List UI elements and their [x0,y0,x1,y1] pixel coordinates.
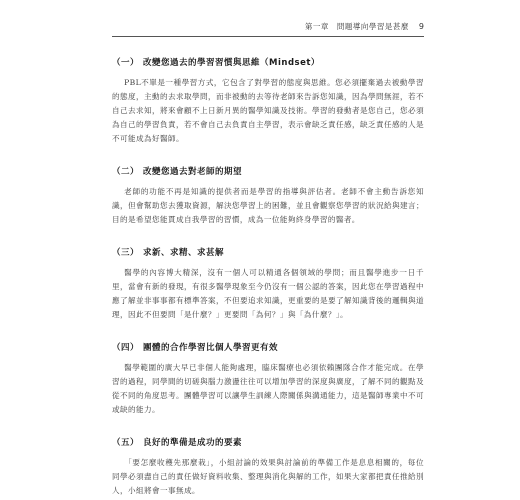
section-2 [112,165,424,227]
section-heading [112,246,424,258]
section-title: 求新、求精、求甚解 [143,248,225,258]
section-paragraph: 「要怎麼收穫先那麼栽」，小組討論的效果與討論前的準備工作是息息相關的，每位同學必須盡自己的責任做好資料收集、整理與消化與解的工作，如果大家都把責任推給別人，小組將會一事無成。 [112,458,424,495]
section-heading [112,436,424,448]
section-heading [112,341,424,353]
section-4 [112,341,424,417]
section-title: 團體的合作學習比個人學習更有效 [143,343,279,353]
section-number: （一） [112,58,140,68]
running-header [305,21,424,32]
section-title: 良好的準備是成功的要素 [143,438,243,448]
section-number: （四） [112,343,140,353]
section-paragraph: 醫學範圍的廣大早已非個人能夠處理，臨床醫療也必須依賴團隊合作才能完成。在學習的過程，同學間的切磋與腦力激盪往往可以增加學習的深度與廣度，了解不同的觀點及從不同的角度思考。團體學習可以讓學生訓練人際關係與溝通能力，這是醫師專業中不可或缺的能力。 [112,363,424,414]
page-body [112,56,424,498]
section-1 [112,56,424,146]
section-number: （二） [112,167,140,177]
section-heading [112,165,424,177]
chapter-title: 第一章 問題導向學習是甚麼 [304,22,409,31]
section-number: （五） [112,438,140,448]
header-rule [112,36,424,37]
section-title: 改變您過去的學習習慣與思維（Mindset） [143,58,320,68]
section-paragraph: 醫學的內容博大精深，沒有一個人可以精通各個領域的學問；而且醫學進步一日千里，當會有新的發現，有很多醫學現象至今仍沒有一個公認的答案，因此您在學習過程中應了解並非事事都有標準答案，不但要追求知識，更重要的是要了解知識背後的邏輯與道理，因此不但要問「是什麼？」更要問「為何？」與「為什麼？」。 [112,268,424,319]
section-number: （三） [112,248,140,258]
section-title: 改變您過去對老師的期望 [143,167,243,177]
section-paragraph: PBL不單是一種學習方式，它包含了對學習的態度與思維。您必須擺棄過去被動學習的態度，主動的去求取學問，而非被動的去等待老師來告訴您知識，因為學問無涯，若不自己去求知，將來會顧不上日新月異的醫學知識及技術。學習的發動者是您自己，您必須為自己的學習負責，若不會自己去負責自主學習，表示會缺乏責任感，缺乏責任感的人是不可能成為好醫師。 [112,78,424,143]
section-heading [112,56,424,68]
section-paragraph: 老師的功能不再是知識的提供者而是學習的指導與評估者。老師不會主動告訴您知識，但會幫助您去獲取資源，解決您學習上的困難，並且會觀察您學習的狀況給與建言；目的是希望您能貫成自我學習的習慣，成為一位能夠終身學習的醫者。 [112,187,424,224]
section-3 [112,246,424,322]
page-number: 9 [418,22,424,31]
section-5 [112,436,424,498]
